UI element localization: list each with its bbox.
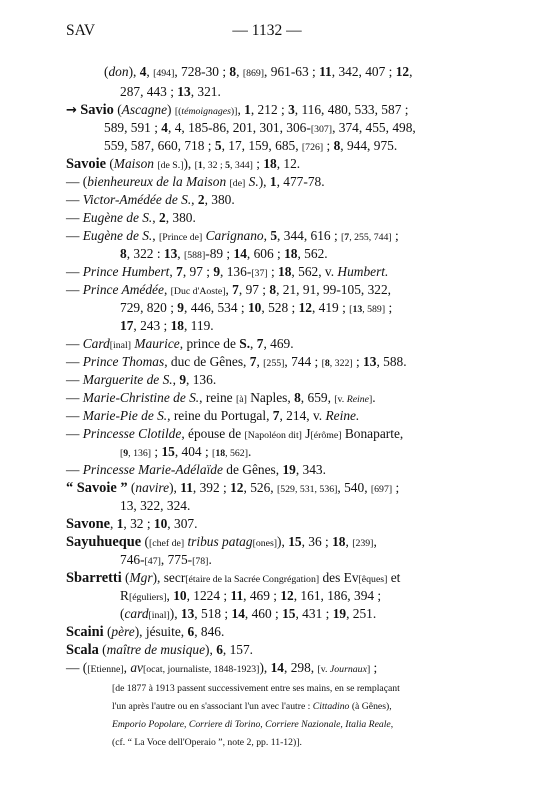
index-line: 589, 591 ; 4, 4, 185-86, 201, 301, 306-[307], 374, 455, 498,	[104, 120, 416, 135]
index-line: (card[inal]), 13, 518 ; 14, 460 ; 15, 431 ; 19, 251.	[120, 606, 377, 621]
index-line: [de 1877 à 1913 passent successivement entre ses mains, en se remplaçant	[112, 683, 400, 694]
index-line: — Victor-Amédée de S., 2, 380.	[66, 192, 235, 207]
index-line: Savoie (Maison [de S.]), [1, 32 ; 5, 344] ; 18, 12.	[66, 156, 301, 172]
index-line: — Princesse Clotilde, épouse de [Napoléon dit] J[érôme] Bonaparte,	[66, 426, 404, 441]
running-header	[0, 22, 534, 42]
index-line: Sbarretti (Mgr), secr[étaire de la Sacrée Congrégation] des Ev[êques] et	[66, 570, 401, 586]
index-line: Emporio Popolare, Corriere di Torino, Corriere Nazionale, Italia Reale,	[112, 719, 394, 730]
index-line: — Prince Humbert, 7, 97 ; 9, 136-[37] ; 18, 562, v. Humbert.	[66, 264, 389, 279]
index-line: 559, 587, 660, 718 ; 5, 17, 159, 685, [726] ; 8, 944, 975.	[104, 138, 398, 153]
index-line: 17, 243 ; 18, 119.	[120, 318, 214, 333]
index-line: — Card[inal] Maurice, prince de S., 7, 469.	[66, 336, 294, 351]
index-line: R[éguliers], 10, 1224 ; 11, 469 ; 12, 161, 186, 394 ;	[120, 588, 382, 603]
page-number: — 1132 —	[232, 22, 302, 39]
index-line: 746-[47], 775-[78].	[120, 552, 212, 567]
index-line: — Prince Amédée, [Duc d'Aoste], 7, 97 ; 8, 21, 91, 99-105, 322,	[66, 282, 392, 297]
section-label: SAV	[66, 22, 96, 39]
index-line: Savone, 1, 32 ; 10, 307.	[66, 516, 198, 532]
index-line: Scaini (père), jésuite, 6, 846.	[66, 624, 225, 640]
index-line: “ Savoie ” (navire), 11, 392 ; 12, 526, [529, 531, 536], 540, [697] ;	[66, 480, 400, 496]
index-line: [9, 136] ; 15, 404 ; [18, 562].	[120, 444, 252, 459]
index-line: — Marguerite de S., 9, 136.	[66, 372, 217, 387]
index-line: (cf. “ La Voce dell'Operaio ”, note 2, pp. 11-12)].	[112, 737, 302, 748]
index-line: — Marie-Christine de S., reine [à] Naples, 8, 659, [v. Reine].	[66, 390, 376, 405]
index-line: — (bienheureux de la Maison [de] S.), 1, 477-78.	[66, 174, 325, 189]
index-line: — Marie-Pie de S., reine du Portugal, 7, 214, v. Reine.	[66, 408, 360, 423]
index-line: → Savio (Ascagne) [(témoignages)], 1, 212 ; 3, 116, 480, 533, 587 ;	[66, 102, 409, 118]
index-line: Sayuhueque ([chef de] tribus patag[ones]), 15, 36 ; 18, [239],	[66, 534, 377, 550]
index-line: — ([Etienne], av[ocat, journaliste, 1848-1923]), 14, 298, [v. Journaux] ;	[66, 660, 378, 675]
index-line: Scala (maître de musique), 6, 157.	[66, 642, 254, 658]
index-line: 729, 820 ; 9, 446, 534 ; 10, 528 ; 12, 419 ; [13, 589] ;	[120, 300, 393, 315]
index-line: — Prince Thomas, duc de Gênes, 7, [255], 744 ; [8, 322] ; 13, 588.	[66, 354, 407, 369]
index-line: 287, 443 ; 13, 321.	[120, 84, 221, 99]
index-line: (don), 4, [494], 728-30 ; 8, [869], 961-63 ; 11, 342, 407 ; 12,	[104, 64, 413, 79]
index-line: l'un après l'autre ou en s'associant l'un avec l'autre : Cittadino (à Gênes),	[112, 701, 392, 712]
index-line: — Eugène de S., [Prince de] Carignano, 5, 344, 616 ; [7, 255, 744] ;	[66, 228, 399, 243]
index-line: — Eugène de S., 2, 380.	[66, 210, 196, 225]
index-line: 13, 322, 324.	[120, 498, 191, 513]
index-line: — Princesse Marie-Adélaïde de Gênes, 19, 343.	[66, 462, 326, 477]
index-line: 8, 322 : 13, [588]-89 ; 14, 606 ; 18, 562.	[120, 246, 328, 261]
